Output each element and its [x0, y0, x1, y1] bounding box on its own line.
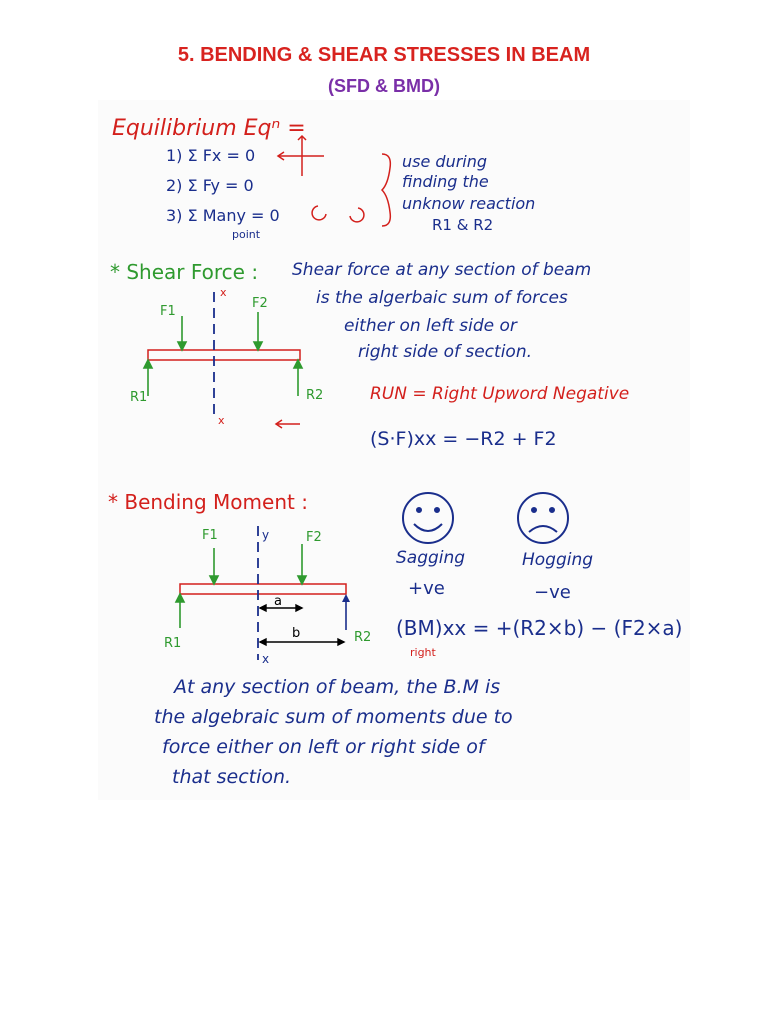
- smiley-happy-icon: [403, 493, 453, 543]
- bending-label-f1: F1: [202, 528, 218, 543]
- bending-moment-heading: * Bending Moment :: [108, 490, 308, 514]
- bending-def-line2: the algebraic sum of moments due to: [154, 706, 513, 728]
- arrow-left-icon: [276, 420, 300, 428]
- equilibrium-note-1: use during: [402, 152, 488, 171]
- equilibrium-note-3: unknow reaction: [402, 194, 536, 213]
- shear-def-line4: right side of section.: [358, 342, 533, 362]
- bending-def-line3: force either on left or right side of: [162, 736, 485, 758]
- shear-label-x-bottom: x: [218, 414, 225, 427]
- brace-icon: [382, 154, 390, 226]
- shear-beam: [148, 350, 300, 360]
- equilibrium-eq2: 2) Σ Fy = 0: [166, 176, 254, 195]
- shear-label-f1: F1: [160, 304, 176, 319]
- shear-formula: (S·F)xx = −R2 + F2: [370, 428, 557, 450]
- axis-cross-icon: [278, 136, 324, 176]
- shear-label-f2: F2: [252, 296, 268, 311]
- equilibrium-note-4: R1 & R2: [432, 216, 494, 234]
- bending-formula-sub: right: [410, 646, 436, 659]
- bending-def-line1: At any section of beam, the B.M is: [174, 676, 501, 698]
- shear-label-r2: R2: [306, 388, 324, 403]
- shear-def-line3: either on left side or: [344, 316, 517, 336]
- bending-beam-diagram: [176, 526, 350, 660]
- equilibrium-eq3: 3) Σ Many = 0: [166, 206, 280, 225]
- smiley-sad-icon: [518, 493, 568, 543]
- shear-label-x-top: x: [220, 286, 227, 299]
- bending-def-line4: that section.: [172, 766, 292, 788]
- equilibrium-eq1: 1) Σ Fx = 0: [166, 146, 256, 165]
- bending-label-f2: F2: [306, 530, 322, 545]
- shear-force-heading: * Shear Force :: [110, 260, 259, 284]
- bending-beam: [180, 584, 346, 594]
- equilibrium-note-2: finding the: [402, 172, 489, 191]
- shear-def-line2: is the algerbaic sum of forces: [316, 288, 568, 308]
- bending-label-r2: R2: [354, 630, 372, 645]
- shear-label-r1: R1: [130, 390, 148, 405]
- sagging-label: Sagging: [396, 548, 466, 568]
- bending-formula: (BM)xx = +(R2×b) − (F2×a): [396, 616, 683, 640]
- page-title: 5. BENDING & SHEAR STRESSES IN BEAM: [177, 44, 591, 66]
- bending-label-b: b: [292, 626, 301, 641]
- sagging-sign: +ve: [408, 578, 445, 599]
- hogging-label: Hogging: [522, 550, 594, 570]
- bending-label-x: x: [262, 652, 270, 666]
- bending-label-a: a: [274, 594, 282, 609]
- moment-rotation-icon: [312, 206, 364, 222]
- bending-label-r1: R1: [164, 636, 182, 651]
- hogging-sign: −ve: [534, 582, 571, 603]
- shear-run-rule: RUN = Right Upword Negative: [370, 384, 630, 404]
- bending-label-y: y: [262, 528, 270, 542]
- shear-def-line1: Shear force at any section of beam: [292, 260, 592, 280]
- equilibrium-heading: Equilibrium Eqⁿ =: [112, 116, 306, 141]
- equilibrium-eq3-sub: point: [232, 228, 261, 241]
- page-subtitle: (SFD & BMD): [328, 76, 440, 96]
